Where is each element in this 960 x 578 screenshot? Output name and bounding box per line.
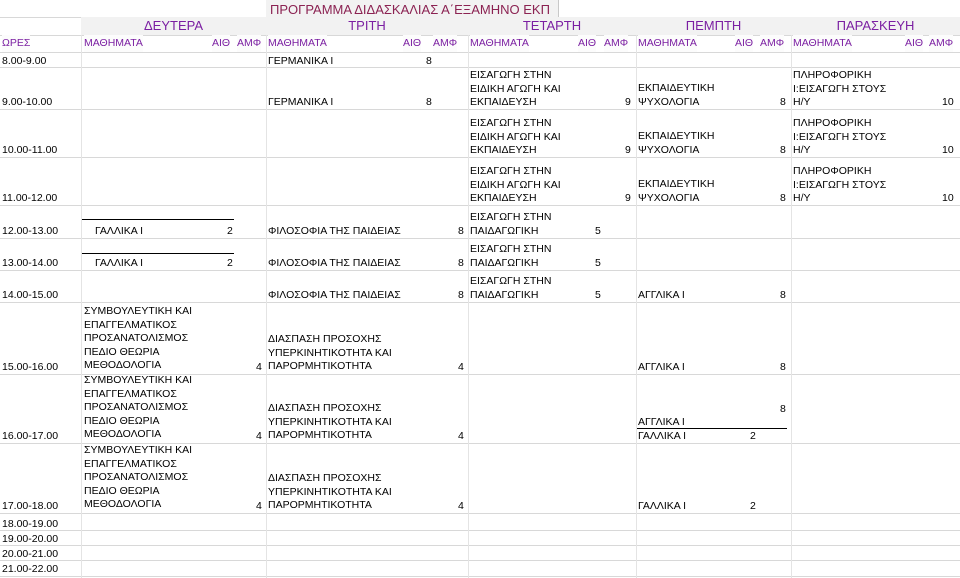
header-room: ΑΙΘ	[403, 35, 421, 52]
header-room: ΑΙΘ	[905, 35, 923, 52]
monday-amf: 2	[227, 225, 233, 237]
tuesday-course: ΔΙΑΣΠΑΣΗ ΠΡΟΣΟΧΗΣ ΥΠΕΡΚΙΝΗΤΙΚΟΤΗΤΑ ΚΑΙ ΠΑΡΟΡΜΗΤΙΚΟΤΗΤΑ	[268, 402, 392, 442]
monday-course: ΓΑΛΛΙΚΑ Ι	[95, 225, 144, 237]
time-slot: 15.00-16.00	[2, 361, 59, 373]
friday-course: ΠΛΗΡΟΦΟΡΙΚΗ Ι:ΕΙΣΑΓΩΓΗ ΣΤΟΥΣ Η/Υ	[793, 117, 887, 157]
thursday-course: ΑΓΓΛΙΚΑ Ι	[638, 416, 685, 428]
tuesday-course: ΓΕΡΜΑΝΙΚΑ Ι	[268, 96, 334, 108]
thursday-course: ΓΑΛΛΙΚΑ Ι	[638, 430, 687, 442]
wednesday-amf: 5	[595, 225, 601, 237]
title-bar	[266, 0, 559, 17]
header-amf: ΑΜΦ	[604, 35, 628, 52]
thursday-course: ΓΑΛΛΙΚΑ Ι	[638, 500, 687, 512]
monday-course: ΣΥΜΒΟΥΛΕΥΤΙΚΗ ΚΑΙ ΕΠΑΓΓΕΛΜΑΤΙΚΟΣ ΠΡΟΣΑΝΑΤΟΛΙΣΜΟΣ ΠΕΔΙΟ ΘΕΩΡΙΑ ΜΕΘΟΔΟΛΟΓΙΑ	[84, 305, 193, 372]
tuesday-amf: 4	[458, 361, 464, 373]
time-slot: 16.00-17.00	[2, 430, 59, 442]
wednesday-course: ΕΙΣΑΓΩΓΗ ΣΤΗΝ ΠΑΙΔΑΓΩΓΙΚΗ	[470, 211, 552, 237]
friday-course: ΠΛΗΡΟΦΟΡΙΚΗ Ι:ΕΙΣΑΓΩΓΗ ΣΤΟΥΣ Η/Υ	[793, 165, 887, 205]
time-slot: 19.00-20.00	[2, 533, 59, 545]
tuesday-course: ΦΙΛΟΣΟΦΙΑ ΤΗΣ ΠΑΙΔΕΙΑΣ	[268, 289, 401, 301]
wednesday-amf: 5	[595, 289, 601, 301]
wednesday-course: ΕΙΣΑΓΩΓΗ ΣΤΗΝ ΕΙΔΙΚΗ ΑΓΩΓΗ ΚΑΙ ΕΚΠΑΙΔΕΥΣΗ	[470, 117, 561, 157]
grid-line	[0, 560, 960, 561]
thursday-amf: 8	[780, 96, 786, 108]
header-subjects: ΜΑΘΗΜΑΤΑ	[268, 35, 327, 52]
grid-line	[0, 67, 960, 68]
grid-line	[791, 17, 792, 578]
tuesday-amf: 8	[458, 257, 464, 269]
tuesday-amf: 8	[426, 55, 432, 67]
header-room: ΑΙΘ	[578, 35, 596, 52]
grid-line	[81, 17, 82, 578]
wednesday-course: ΕΙΣΑΓΩΓΗ ΣΤΗΝ ΕΙΔΙΚΗ ΑΓΩΓΗ ΚΑΙ ΕΚΠΑΙΔΕΥΣΗ	[470, 69, 561, 109]
grid-line	[0, 576, 960, 577]
monday-amf: 4	[256, 361, 262, 373]
grid-line	[468, 17, 469, 578]
monday-amf: 2	[227, 257, 233, 269]
thursday-amf: 8	[780, 144, 786, 156]
friday-amf: 10	[942, 96, 954, 108]
cell-underline	[82, 253, 234, 254]
thursday-course: ΕΚΠΑΙΔΕΥΤΙΚΗ ΨΥΧΟΛΟΓΙΑ	[638, 178, 715, 204]
tuesday-amf: 4	[458, 430, 464, 442]
grid-line	[0, 530, 960, 531]
tuesday-course: ΦΙΛΟΣΟΦΙΑ ΤΗΣ ΠΑΙΔΕΙΑΣ	[268, 257, 401, 269]
header-amf: ΑΜΦ	[433, 35, 457, 52]
time-slot: 20.00-21.00	[2, 548, 59, 560]
time-slot: 9.00-10.00	[2, 96, 53, 108]
grid-line	[0, 545, 960, 546]
monday-course: ΣΥΜΒΟΥΛΕΥΤΙΚΗ ΚΑΙ ΕΠΑΓΓΕΛΜΑΤΙΚΟΣ ΠΡΟΣΑΝΑΤΟΛΙΣΜΟΣ ΠΕΔΙΟ ΘΕΩΡΙΑ ΜΕΘΟΔΟΛΟΓΙΑ	[84, 444, 193, 511]
page-title: ΠΡΟΓΡΑΜΜΑ ΔΙΔΑΣΚΑΛΙΑΣ Α΄ΕΞΑΜΗΝΟ ΕΚΠ	[270, 2, 550, 17]
tuesday-amf: 8	[458, 289, 464, 301]
time-slot: 10.00-11.00	[2, 144, 58, 156]
header-subjects: ΜΑΘΗΜΑΤΑ	[793, 35, 852, 52]
header-room: ΑΙΘ	[212, 35, 230, 52]
wednesday-amf: 9	[625, 96, 631, 108]
cell-underline	[82, 219, 234, 220]
grid-line	[636, 17, 637, 578]
friday-amf: 10	[942, 192, 954, 204]
day-header-friday: ΠΑΡΑΣΚΕΥΗ	[791, 17, 960, 35]
wednesday-course: ΕΙΣΑΓΩΓΗ ΣΤΗΝ ΠΑΙΔΑΓΩΓΙΚΗ	[470, 243, 552, 269]
monday-amf: 4	[256, 430, 262, 442]
time-slot: 13.00-14.00	[2, 257, 59, 269]
tuesday-course: ΓΕΡΜΑΝΙΚΑ Ι	[268, 55, 334, 67]
time-slot: 18.00-19.00	[2, 518, 59, 530]
header-amf: ΑΜΦ	[929, 35, 953, 52]
friday-course: ΠΛΗΡΟΦΟΡΙΚΗ Ι:ΕΙΣΑΓΩΓΗ ΣΤΟΥΣ Η/Υ	[793, 69, 887, 109]
day-header-wednesday: ΤΕΤΑΡΤΗ	[468, 17, 636, 35]
grid-line	[0, 513, 960, 514]
time-slot: 17.00-18.00	[2, 500, 59, 512]
thursday-amf: 8	[780, 403, 786, 415]
wednesday-course: ΕΙΣΑΓΩΓΗ ΣΤΗΝ ΕΙΔΙΚΗ ΑΓΩΓΗ ΚΑΙ ΕΚΠΑΙΔΕΥΣΗ	[470, 165, 561, 205]
tuesday-course: ΦΙΛΟΣΟΦΙΑ ΤΗΣ ΠΑΙΔΕΙΑΣ	[268, 225, 401, 237]
header-amf: ΑΜΦ	[237, 35, 261, 52]
wednesday-amf: 9	[625, 192, 631, 204]
monday-course: ΓΑΛΛΙΚΑ Ι	[95, 257, 144, 269]
tuesday-course: ΔΙΑΣΠΑΣΗ ΠΡΟΣΟΧΗΣ ΥΠΕΡΚΙΝΗΤΙΚΟΤΗΤΑ ΚΑΙ ΠΑΡΟΡΜΗΤΙΚΟΤΗΤΑ	[268, 472, 392, 512]
monday-amf: 4	[256, 500, 262, 512]
thursday-amf: 8	[780, 361, 786, 373]
tuesday-amf: 4	[458, 500, 464, 512]
thursday-amf: 8	[780, 192, 786, 204]
day-header-monday: ΔΕΥΤΕΡΑ	[81, 17, 266, 35]
grid-line	[0, 52, 960, 53]
header-amf: ΑΜΦ	[760, 35, 784, 52]
thursday-amf: 2	[750, 430, 756, 442]
header-subjects: ΜΑΘΗΜΑΤΑ	[638, 35, 697, 52]
thursday-course: ΑΓΓΛΙΚΑ Ι	[638, 361, 685, 373]
monday-course: ΣΥΜΒΟΥΛΕΥΤΙΚΗ ΚΑΙ ΕΠΑΓΓΕΛΜΑΤΙΚΟΣ ΠΡΟΣΑΝΑΤΟΛΙΣΜΟΣ ΠΕΔΙΟ ΘΕΩΡΙΑ ΜΕΘΟΔΟΛΟΓΙΑ	[84, 374, 193, 441]
thursday-course: ΕΚΠΑΙΔΕΥΤΙΚΗ ΨΥΧΟΛΟΓΙΑ	[638, 82, 715, 108]
tuesday-amf: 8	[426, 96, 432, 108]
tuesday-course: ΔΙΑΣΠΑΣΗ ΠΡΟΣΟΧΗΣ ΥΠΕΡΚΙΝΗΤΙΚΟΤΗΤΑ ΚΑΙ ΠΑΡΟΡΜΗΤΙΚΟΤΗΤΑ	[268, 333, 392, 373]
wednesday-amf: 9	[625, 144, 631, 156]
time-slot: 12.00-13.00	[2, 225, 59, 237]
time-slot: 14.00-15.00	[2, 289, 59, 301]
header-subjects: ΜΑΘΗΜΑΤΑ	[470, 35, 529, 52]
day-header-tuesday: ΤΡΙΤΗ	[266, 17, 468, 35]
thursday-amf: 2	[750, 500, 756, 512]
header-room: ΑΙΘ	[735, 35, 753, 52]
friday-amf: 10	[942, 144, 954, 156]
header-subjects: ΜΑΘΗΜΑΤΑ	[84, 35, 143, 52]
thursday-course: ΕΚΠΑΙΔΕΥΤΙΚΗ ΨΥΧΟΛΟΓΙΑ	[638, 130, 715, 156]
wednesday-course: ΕΙΣΑΓΩΓΗ ΣΤΗΝ ΠΑΙΔΑΓΩΓΙΚΗ	[470, 275, 552, 301]
header-hours: ΩΡΕΣ	[2, 35, 30, 52]
tuesday-amf: 8	[458, 225, 464, 237]
wednesday-amf: 5	[595, 257, 601, 269]
cell-underline	[637, 428, 787, 429]
grid-line	[266, 17, 267, 578]
time-slot: 8.00-9.00	[2, 55, 47, 67]
time-slot: 11.00-12.00	[2, 192, 58, 204]
thursday-amf: 8	[780, 289, 786, 301]
day-header-thursday: ΠΕΜΠΤΗ	[636, 17, 791, 35]
time-slot: 21.00-22.00	[2, 563, 59, 575]
thursday-course: ΑΓΓΛΙΚΑ Ι	[638, 289, 685, 301]
